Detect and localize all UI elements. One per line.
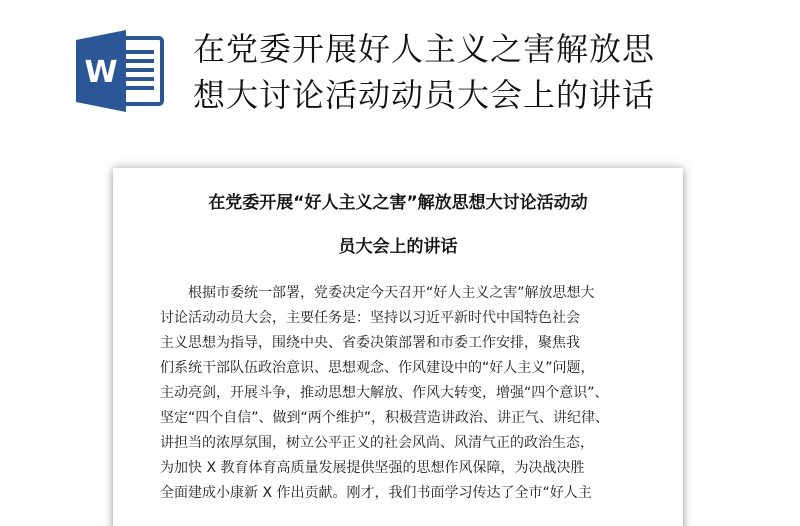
header-title: [193, 26, 753, 118]
word-icon-letter: W: [84, 55, 118, 90]
body-text-line: 们系统干部队伍政治意识、思想观念、作风建设中的“好人主义”问题，: [160, 360, 595, 376]
body-text-line: 为加快 X 教育体育高质量发展提供坚强的思想作风保障，为决战决胜: [160, 460, 585, 476]
word-document-icon: [74, 30, 166, 112]
body-text-line: 全面建成小康新 X 作出贡献。刚才，我们书面学习传达了全市“好人主: [160, 485, 592, 501]
body-text-line: 坚定“四个自信”、做到“两个维护”，积极营造讲政治、讲正气、讲纪律、: [160, 410, 610, 426]
body-text-line: 讨论活动动员大会，主要任务是：坚持以习近平新时代中国特色社会: [160, 310, 580, 326]
document-title-line: 在党委开展“好人主义之害”解放思想大讨论活动动: [208, 193, 588, 213]
header-title-line: 在党委开展好人主义之害解放思: [193, 30, 656, 68]
body-text-line: 主义思想为指导，围绕中央、省委决策部署和市委工作安排，聚焦我: [160, 335, 580, 351]
header-banner: [0, 0, 800, 150]
body-text-line: 根据市委统一部署，党委决定今天召开“好人主义之害”解放思想大: [188, 285, 595, 301]
document-page: [113, 168, 683, 526]
document-title-line: 员大会上的讲话: [338, 237, 458, 257]
body-text-line: 讲担当的浓厚氛围，树立公平正义的社会风尚、风清气正的政治生态，: [160, 435, 594, 451]
body-text-line: 主动亮剑，开展斗争，推动思想大解放、作风大转变，增强“四个意识”、: [160, 385, 609, 401]
header-title-line: 想大讨论活动动员大会上的讲话: [193, 76, 656, 114]
